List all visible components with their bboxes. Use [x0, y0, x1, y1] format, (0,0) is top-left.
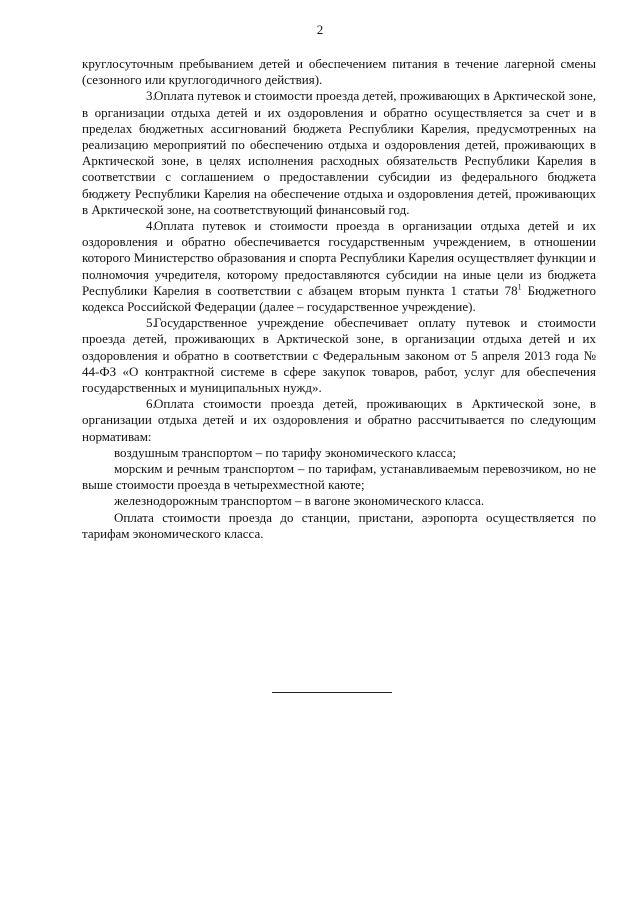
paragraph-final: Оплата стоимости проезда до станции, пристани, аэропорта осуществляется по тарифам экономического класса.: [82, 509, 596, 541]
superscript: 1: [517, 282, 522, 292]
item-text: Оплата путевок и стоимости проезда детей, проживающих в Арктической зоне, в организации отдыха детей и их оздоровления и обратно осуществляется за счет и в пределах бюджетных ассигнований бюджета Республики Карелия, предусмотренных на реализацию мероприятий по обеспечению отдыха и оздоровления детей, проживающих в Арктической зоне, в целях исполнения расходных обязательств Республики Карелия в соответствии с соглашением о предоставлении субсидии из федерального бюджета бюджету Республики Карелия на обеспечение отдыха и оздоровления детей, проживающих в Арктической зоне, на соответствующий финансовый год.: [82, 88, 596, 217]
norm-air: воздушным транспортом – по тарифу экономического класса;: [114, 444, 457, 460]
norm-rail: железнодорожным транспортом – в вагоне экономического класса.: [114, 493, 485, 509]
paragraph-item-3: [82, 88, 596, 218]
norm-sea-river: морским и речным транспортом – по тарифам, устанавливаемым перевозчиком, но не выше стоимости проезда в четырехместной каюте;: [82, 461, 596, 493]
paragraph-continuation: круглосуточным пребыванием детей и обеспечением питания в течение лагерной смены (сезонного или круглогодичного действия).: [82, 56, 596, 88]
document-body: [82, 56, 596, 542]
end-divider-line: [272, 692, 392, 693]
item-number: 4.: [146, 218, 156, 234]
item-text: Оплата стоимости проезда детей, проживающих в Арктической зоне, в организации отдыха детей и их оздоровления и обратно рассчитывается по следующим нормативам:: [82, 396, 596, 444]
item-text: Государственное учреждение обеспечивает оплату путевок и стоимости проезда детей, проживающих в Арктической зоне, в организации отдыха детей и их оздоровления и обратно в соответствии с Федеральным законом от 5 апреля 2013 года № 44-ФЗ «О контрактной системе в сфере закупок товаров, работ, услуг для обеспечения государственных и муниципальных нужд».: [82, 315, 596, 396]
paragraph-item-6: [82, 396, 596, 445]
item-text-continued: Бюджетного кодекса Российской Федерации (далее – государственное учреждение).: [82, 282, 596, 315]
item-number: 6.: [146, 396, 156, 412]
item-number: 5.: [146, 315, 156, 331]
page-number: 2: [316, 22, 324, 37]
item-text: Оплата путевок и стоимости проезда в организации отдыха детей и их оздоровления и обратно обеспечивается государственным учреждением, в отношении которого Министерство образования и спорта Республики Карелия осуществляет функции и полномочия учредителя, которому предоставляются субсидии на иные цели из бюджета Республики Карелия в соответствии с абзацем вторым пункта 1 статьи 78: [82, 218, 596, 298]
paragraph-item-4: [82, 218, 596, 315]
paragraph-item-5: [82, 315, 596, 396]
item-number: 3.: [146, 88, 156, 104]
